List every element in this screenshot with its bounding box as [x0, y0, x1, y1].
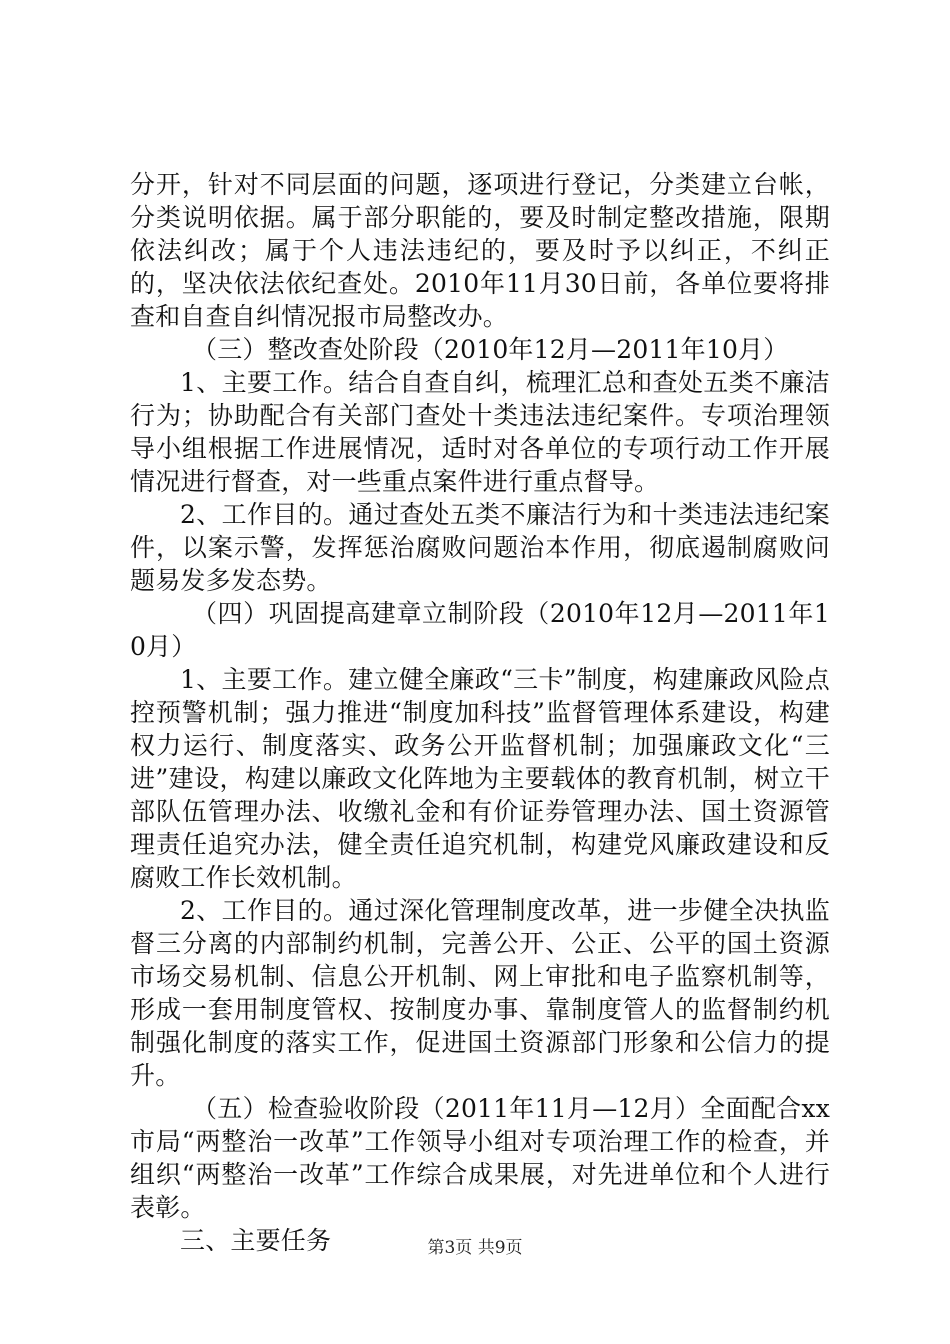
- paragraph-inspection-stage: （五）检查验收阶段（2011年11月—12月）全面配合xx市局“两整治一改革”工作领导小组对专项治理工作的检查，并组织“两整治一改革”工作综合成果展，对先进单位和个人进行表彰。: [130, 1094, 830, 1222]
- paragraph-work-goal-4: 2、工作目的。通过深化管理制度改革，进一步健全决执监督三分离的内部制约机制，完善公开、公正、公平的国土资源市场交易机制、信息公开机制、网上审批和电子监察机制等，形成一套用制度管权、按制度办事、靠制度管人的监督制约机制强化制度的落实工作，促进国土资源部门形象和公信力的提升。: [130, 896, 830, 1090]
- heading-consolidation-stage: （四）巩固提高建章立制阶段（2010年12月—2011年10月）: [130, 599, 830, 661]
- paragraph-main-work-4: 1、主要工作。建立健全廉政“三卡”制度，构建廉政风险点控预警机制；强力推进“制度加科技”监督管理体系建设，构建权力运行、制度落实、政务公开监督机制；加强廉政文化“三进”建设，构建以廉政文化阵地为主要载体的教育机制，树立干部队伍管理办法、收缴礼金和有价证券管理办法、国土资源管理责任追究办法，健全责任追究机制，构建党风廉政建设和反腐败工作长效机制。: [130, 665, 830, 892]
- page-footer: 第3页 共9页: [427, 1238, 523, 1258]
- heading-main-tasks: 三、主要任务: [180, 1226, 332, 1255]
- paragraph-work-goal-3: 2、工作目的。通过查处五类不廉洁行为和十类违法违纪案件，以案示警，发挥惩治腐败问题治本作用，彻底遏制腐败问题易发多发态势。: [130, 500, 830, 595]
- heading-rectification-stage: （三）整改查处阶段（2010年12月—2011年10月）: [192, 335, 789, 364]
- paragraph-main-work-3: 1、主要工作。结合自查自纠，梳理汇总和查处五类不廉洁行为；协助配合有关部门查处十类违法违纪案件。专项治理领导小组根据工作进展情况，适时对各单位的专项行动工作开展情况进行督查，对一些重点案件进行重点督导。: [130, 368, 830, 496]
- paragraph-continuation: 分开，针对不同层面的问题，逐项进行登记，分类建立台帐，分类说明依据。属于部分职能的，要及时制定整改措施，限期依法纠改；属于个人违法违纪的，要及时予以纠正，不纠正的，坚决依法依纪查处。2010年11月30日前，各单位要将排查和自查自纠情况报市局整改办。: [130, 170, 830, 331]
- document-body: [130, 168, 830, 1257]
